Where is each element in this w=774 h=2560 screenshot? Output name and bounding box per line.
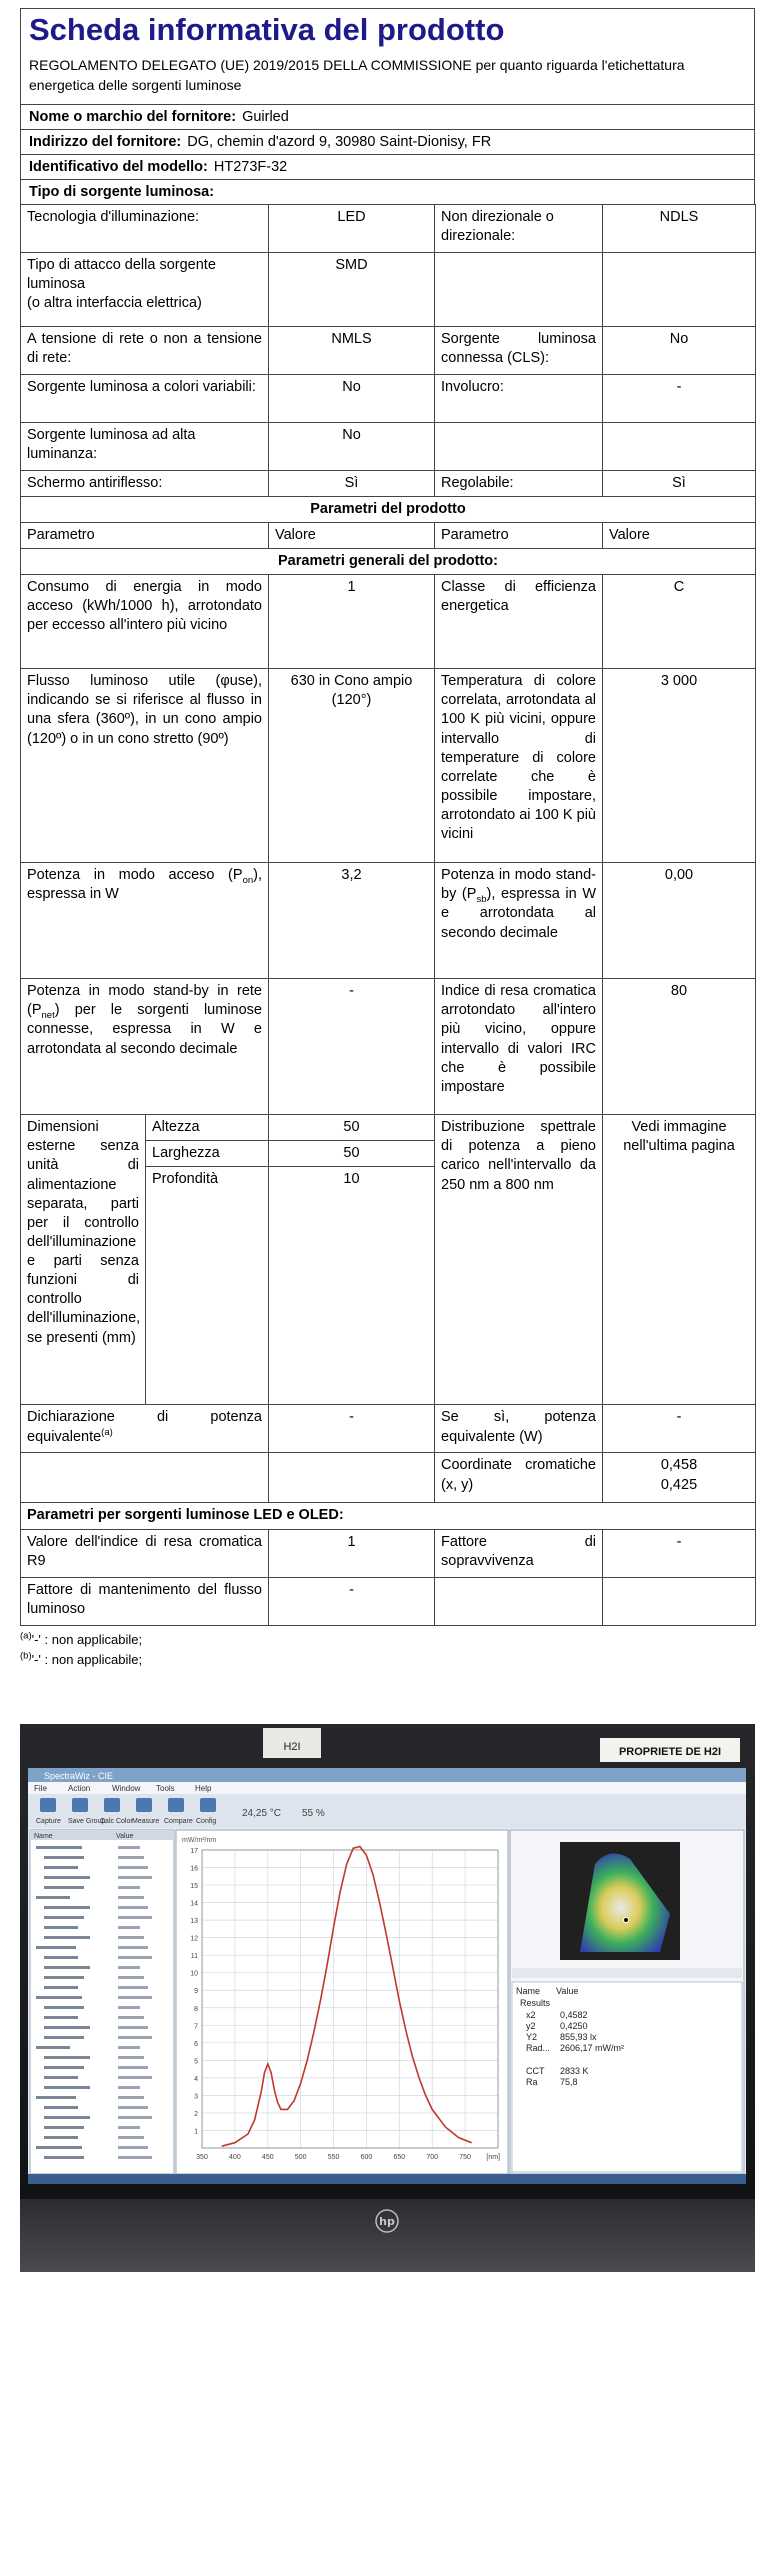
x-tick-label: 650 [393, 2154, 406, 2161]
tree-row [44, 2116, 90, 2119]
tree-row [44, 2006, 84, 2009]
tree-row [44, 1876, 90, 1879]
pnet-value: - [269, 979, 435, 1115]
high-luminance-value: No [269, 422, 435, 470]
mains-value: NMLS [269, 326, 435, 374]
cap-label-line2: (o altra interfaccia elettrica) [27, 294, 202, 311]
supplier-address-value: DG, chemin d'azord 9, 30980 Saint-Dionisy, FR [187, 133, 492, 150]
spd-value: Vedi immagine nell'ultima pagina [603, 1115, 756, 1405]
tree-row [36, 2096, 76, 2099]
tree-row [44, 2076, 78, 2079]
led-params-heading: Parametri per sorgenti luminose LED e OLED: [21, 1503, 756, 1529]
table-row [21, 1115, 756, 1141]
toolbar-label: Save Group [68, 1818, 106, 1825]
mains-label: A tensione di rete o non a tensione di rete: [21, 326, 269, 374]
equivalent-power-label [21, 1405, 269, 1453]
tree-row [44, 1956, 78, 1959]
equivalent-power-value: - [269, 1405, 435, 1453]
result-value: 0,4250 [560, 2021, 588, 2031]
cls-value: No [603, 326, 756, 374]
result-name: Y2 [526, 2032, 538, 2042]
tree-row [44, 1926, 78, 1929]
result-value: 75,8 [560, 2077, 578, 2087]
regulation-subtitle: REGOLAMENTO DELEGATO (UE) 2019/2015 DELLA COMMISSIONE per quanto riguarda l'etichettatura energetica delle sorgenti luminose [29, 57, 685, 94]
envelope-label: Involucro: [435, 374, 603, 422]
high-luminance-label: Sorgente luminosa ad alta luminanza: [21, 422, 269, 470]
toolbar-icon[interactable] [40, 1798, 56, 1812]
table-row [21, 575, 756, 669]
tree-row [44, 2056, 90, 2059]
tree-row-value [118, 2156, 152, 2159]
tree-row-value [118, 1886, 140, 1889]
tree-row-value [118, 2096, 144, 2099]
footnotes [20, 1630, 755, 1670]
menu-item[interactable]: Help [195, 1784, 212, 1793]
cap-label-line1: Tipo di attacco della sorgente luminosa [27, 256, 216, 292]
footnote-b [20, 1650, 755, 1670]
envelope-value: - [603, 374, 756, 422]
tree-row [44, 2156, 84, 2159]
footnote-a [20, 1630, 755, 1650]
tree-row-value [118, 1906, 148, 1909]
tree-row [44, 1966, 90, 1969]
options-bar [512, 1968, 742, 1978]
result-value: 855,93 lx [560, 2032, 597, 2042]
results-col-value: Value [556, 1986, 579, 1996]
toolbar-icon[interactable] [136, 1798, 152, 1812]
table-row [21, 669, 756, 863]
tree-row-value [118, 1966, 140, 1969]
tag-text: H2I [283, 1741, 301, 1753]
y-tick-label: 9 [194, 1988, 198, 1996]
anti-glare-label: Schermo antiriflesso: [21, 470, 269, 496]
tree-row [44, 2036, 84, 2039]
type-label: Tipo di sorgente luminosa: [29, 183, 215, 200]
table-row [21, 422, 756, 470]
cap-label [21, 252, 269, 326]
y-tick-label: 10 [190, 1970, 198, 1978]
result-value: 2606,17 mW/m² [560, 2043, 625, 2053]
tree-row-value [118, 2146, 148, 2149]
equivalent-power-text: Dichiarazione di potenza equivalente [27, 1409, 262, 1445]
table-row [21, 1503, 756, 1529]
tree-row [36, 1896, 70, 1899]
y-tick-label: 11 [190, 1953, 198, 1961]
supplier-name-label: Nome o marchio del fornitore: [29, 108, 237, 125]
tree-row-value [118, 1946, 148, 1949]
tree-row [36, 1946, 76, 1949]
directional-label: Non direzionale o direzionale: [435, 204, 603, 252]
sticker-text: PROPRIETE DE H2I [618, 1746, 722, 1758]
colour-value: No [269, 374, 435, 422]
result-value: 2833 K [560, 2066, 589, 2076]
table-row [21, 1453, 756, 1503]
cap-value: SMD [269, 252, 435, 326]
tree-row-value [118, 1956, 152, 1959]
flux-value: 630 in Cono ampio (120°) [269, 669, 435, 863]
supplier-address-label: Indirizzo del fornitore: [29, 133, 182, 150]
tree-row [44, 2126, 84, 2129]
pon-label-text-2: ), espressa in W [27, 867, 262, 903]
dimensions-table [20, 1114, 756, 1405]
cls-label: Sorgente luminosa connessa (CLS): [435, 326, 603, 374]
menu-item[interactable]: Window [112, 1784, 141, 1793]
tree-row-value [118, 2036, 152, 2039]
cri-value: 80 [603, 979, 756, 1115]
humidity-readout: 55 % [302, 1808, 325, 1819]
tree-row-value [118, 1856, 144, 1859]
pnet-subscript: net [41, 1010, 55, 1022]
toolbar-icon[interactable] [104, 1798, 120, 1812]
spectrum-photo-svg [20, 1724, 755, 2272]
cri-label: Indice di resa cromatica arrotondato all'intero più vicino, oppure intervallo di valori IRC che è possibile impostare [435, 979, 603, 1115]
table-row [21, 496, 756, 522]
cct-label: Temperatura di colore correlata, arrotondata al 100 K più vicini, oppure intervallo di temperature di colore correlate che è possibile impostare, arrotondato ai 100 K più vicini [435, 669, 603, 863]
table-row [21, 549, 756, 575]
window-title: SpectraWiz - CIE [44, 1771, 114, 1781]
table-row [21, 374, 756, 422]
tree-row [36, 2046, 70, 2049]
tree-row-value [118, 1986, 148, 1989]
tree-row [44, 2136, 78, 2139]
tree-row-value [118, 2116, 152, 2119]
table-row [21, 863, 756, 979]
y-tick-label: 5 [194, 2058, 198, 2066]
tree-row-value [118, 1896, 144, 1899]
tree-row-value [118, 1846, 140, 1849]
maintenance-label: Fattore di mantenimento del flusso luminoso [21, 1577, 269, 1625]
tree-row [44, 1916, 84, 1919]
result-name: y2 [526, 2021, 536, 2031]
tree-row-value [118, 2056, 144, 2059]
toolbar-icon[interactable] [72, 1798, 88, 1812]
tree-panel [30, 1830, 174, 2174]
model-row [20, 154, 755, 179]
pnet-label [21, 979, 269, 1115]
pon-label [21, 863, 269, 979]
y-tick-label: 13 [190, 1918, 198, 1926]
tree-row-value [118, 2086, 140, 2089]
footnote-b-mark: (b) [20, 1650, 32, 1662]
pon-value: 3,2 [269, 863, 435, 979]
chromaticity-y: 0,425 [660, 1476, 698, 1493]
tree-row [36, 1996, 82, 1999]
tree-row [44, 2086, 90, 2089]
tree-row [44, 1976, 84, 1979]
product-info-sheet [20, 8, 755, 1670]
page-title: Scheda informativa del prodotto [29, 12, 505, 47]
hp-logo-text: hp [379, 2215, 395, 2228]
width-value: 50 [269, 1141, 435, 1167]
pnet-label-text-2: ) per le sorgenti luminose connesse, espressa in W e arrotondata al secondo decimale [27, 1002, 262, 1057]
maintenance-value: - [269, 1577, 435, 1625]
toolbar-label: Measure [132, 1818, 160, 1825]
x-tick-label: 600 [360, 2154, 373, 2161]
footnote-a-text: '-' : non applicabile; [31, 1631, 143, 1647]
menu-item[interactable]: Action [68, 1784, 91, 1793]
pnet-label-text: Potenza in modo stand-by in rete (P [27, 983, 262, 1019]
y-tick-label: 16 [190, 1865, 198, 1873]
tree-row [44, 1986, 78, 1989]
tree-row-value [118, 2076, 152, 2079]
table-row [21, 979, 756, 1115]
col-value-header-2: Valore [603, 522, 756, 548]
x-tick-label: 750 [459, 2154, 471, 2161]
tree-row [44, 2106, 78, 2109]
x-tick-label: 550 [327, 2154, 340, 2161]
height-value: 50 [269, 1115, 435, 1141]
tree-row [44, 1856, 84, 1859]
y-tick-label: 17 [190, 1848, 198, 1855]
y-tick-label: 12 [190, 1935, 198, 1943]
light-source-table [20, 204, 756, 1116]
tree-row-value [118, 1916, 152, 1919]
equivalence-table [20, 1404, 756, 1625]
tree-row-value [118, 1936, 144, 1939]
x-tick-label: 700 [426, 2154, 439, 2161]
tree-row [44, 1936, 90, 1939]
y-tick-label: 7 [194, 2023, 198, 2031]
r9-label: Valore dell'indice di resa cromatica R9 [21, 1529, 269, 1577]
y-tick-label: 3 [194, 2093, 198, 2101]
y-tick-label: 14 [190, 1900, 198, 1908]
results-header: Results [520, 1998, 551, 2008]
x-tick-label: 500 [294, 2154, 307, 2161]
table-row [21, 1529, 756, 1577]
anti-glare-value: Sì [269, 470, 435, 496]
toolbar-label: Config [196, 1818, 217, 1825]
equivalent-w-value: - [603, 1405, 756, 1453]
tree-row [44, 1906, 90, 1909]
tree-row-value [118, 1996, 152, 1999]
footnote-b-text: '-' : non applicabile; [31, 1651, 143, 1667]
result-name: x2 [526, 2010, 536, 2020]
table-row [21, 326, 756, 374]
tree-row-value [118, 1976, 144, 1979]
y-tick-label: 2 [194, 2110, 198, 2118]
tree-row [44, 1866, 78, 1869]
survival-label: Fattore di sopravvivenza [435, 1529, 603, 1577]
toolbar-icon[interactable] [200, 1798, 216, 1812]
tree-row [36, 1846, 82, 1849]
equivalent-w-label: Se sì, potenza equivalente (W) [435, 1405, 603, 1453]
tree-row-value [118, 2106, 148, 2109]
cct-value: 3 000 [603, 669, 756, 863]
efficiency-class-label: Classe di efficienza energetica [435, 575, 603, 669]
survival-value: - [603, 1529, 756, 1577]
result-name: Rad... [526, 2043, 551, 2053]
col-value-header: Valore [269, 522, 435, 548]
window-titlebar [28, 1768, 746, 1782]
depth-value: 10 [269, 1167, 435, 1405]
x-tick-label: 450 [261, 2154, 274, 2161]
chromaticity-x: 0,458 [660, 1457, 698, 1474]
title-box [20, 8, 755, 104]
energy-label: Consumo di energia in modo acceso (kWh/1000 h), arrotondato per eccesso all'intero più vicino [21, 575, 269, 669]
tree-row-value [118, 1926, 140, 1929]
x-tick-label: 350 [196, 2154, 208, 2161]
x-axis-label: [nm] [486, 2154, 500, 2161]
psb-value: 0,00 [603, 863, 756, 979]
height-label: Altezza [146, 1115, 269, 1141]
technology-label: Tecnologia d'illuminazione: [21, 204, 269, 252]
y-tick-label: 15 [190, 1883, 198, 1891]
results-panel [512, 1982, 742, 2172]
tree-row-value [118, 2046, 140, 2049]
colour-label: Sorgente luminosa a colori variabili: [21, 374, 269, 422]
tree-row-value [118, 1876, 152, 1879]
x-tick-label: 400 [229, 2154, 241, 2161]
pon-subscript: on [242, 875, 254, 887]
col-param-header-2: Parametro [435, 522, 603, 548]
psb-subscript: sb [476, 894, 487, 906]
tree-row-value [118, 2026, 148, 2029]
result-value: 0,4582 [560, 2010, 588, 2020]
efficiency-class-value: C [603, 575, 756, 669]
menu-item[interactable]: Tools [156, 1784, 175, 1793]
toolbar-label: Capture [36, 1818, 61, 1825]
temperature-readout: 24,25 °C [242, 1808, 282, 1819]
tree-row-value [118, 2066, 148, 2069]
supplier-address-row [20, 129, 755, 154]
directional-value: NDLS [603, 204, 756, 252]
spectrum-photo [20, 1724, 755, 2272]
result-name: Ra [526, 2077, 538, 2087]
tree-header-value: Value [116, 1833, 134, 1840]
table-row [21, 1405, 756, 1453]
footnote-a-mark: (a) [20, 1630, 32, 1642]
y-tick-label: 8 [194, 2005, 198, 2013]
r9-value: 1 [269, 1529, 435, 1577]
depth-label: Profondità [146, 1167, 269, 1405]
menu-item[interactable]: File [34, 1784, 47, 1793]
tree-row-value [118, 2126, 140, 2129]
chromaticity-value [603, 1453, 756, 1503]
technology-value: LED [269, 204, 435, 252]
table-row [21, 522, 756, 548]
table-row [21, 252, 756, 326]
chromaticity-label: Coordinate cromatiche (x, y) [435, 1453, 603, 1503]
tree-row-value [118, 2136, 144, 2139]
footnote-a-ref: (a) [101, 1426, 113, 1438]
tree-row [44, 2026, 90, 2029]
cie-point [624, 1918, 629, 1923]
tree-row [36, 2146, 82, 2149]
psb-label [435, 863, 603, 979]
tree-header-name: Name [34, 1833, 53, 1840]
supplier-name-row [20, 104, 755, 129]
table-row [21, 470, 756, 496]
model-label: Identificativo del modello: [29, 158, 208, 175]
model-value: HT273F-32 [213, 158, 288, 175]
toolbar-label: Compare [164, 1818, 193, 1825]
toolbar-label: Calc Color [100, 1818, 133, 1825]
width-label: Larghezza [146, 1141, 269, 1167]
psb-label-text: Potenza in modo stand-by (P [441, 867, 596, 903]
chart-ylabel: mW/m²/nm [182, 1837, 217, 1844]
dimmable-value: Sì [603, 470, 756, 496]
tree-row [44, 2066, 84, 2069]
y-tick-label: 1 [194, 2128, 198, 2136]
col-param-header: Parametro [21, 522, 269, 548]
y-tick-label: 4 [194, 2075, 198, 2083]
product-params-heading: Parametri del prodotto [21, 496, 756, 522]
results-col-name: Name [516, 1986, 541, 1996]
tree-row-value [118, 1866, 148, 1869]
energy-value: 1 [269, 575, 435, 669]
table-row [21, 204, 756, 252]
flux-label: Flusso luminoso utile (φuse), indicando se si riferisce al flusso in una sfera (360º), in un cono ampio (120º) o in un cono stretto (90º) [21, 669, 269, 863]
result-name: CCT [526, 2066, 545, 2076]
dimensions-label: Dimensioni esterne senza unità di alimentazione separata, parti per il controllo dell'illuminazione e parti senza funzioni di controllo dell'illuminazione, se presenti (mm) [21, 1115, 146, 1405]
tree-row-value [118, 2016, 144, 2019]
type-row [20, 179, 755, 204]
spd-label: Distribuzione spettrale di potenza a pieno carico nell'intervallo da 250 nm a 800 nm [435, 1115, 603, 1405]
pon-label-text: Potenza in modo acceso (P [27, 867, 243, 884]
supplier-name-value: Guirled [242, 108, 289, 125]
general-params-heading: Parametri generali del prodotto: [21, 549, 756, 575]
table-row [21, 1577, 756, 1625]
tree-row-value [118, 2006, 140, 2009]
toolbar-icon[interactable] [168, 1798, 184, 1812]
dimmable-label: Regolabile: [435, 470, 603, 496]
taskbar [28, 2174, 746, 2184]
tree-row [44, 2016, 78, 2019]
y-tick-label: 6 [194, 2040, 198, 2048]
tree-row [44, 1886, 84, 1889]
psb-label-text-2: ), espressa in W e arrotondata al secondo decimale [441, 886, 597, 941]
